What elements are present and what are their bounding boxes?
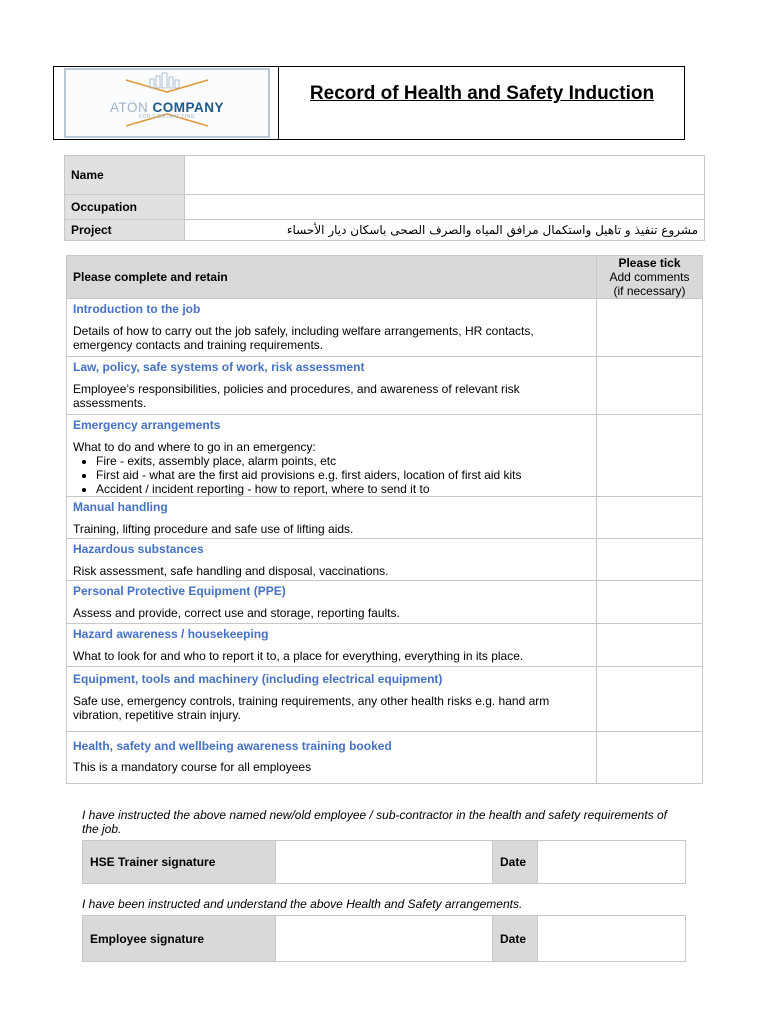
item-description: What to look for and who to report it to, a place for everything, everything in its place. [73,649,524,663]
checklist-item [67,497,597,539]
employee-statement: I have been instructed and understand the above Health and Safety arrangements. [82,897,523,911]
trainer-date-field[interactable] [538,841,686,884]
item-title: Manual handling [73,500,168,514]
page-title: Record of Health and Safety Induction [309,83,655,104]
table-row [67,539,703,581]
item-title: Introduction to the job [73,302,201,316]
item-title: Personal Protective Equipment (PPE) [73,584,286,598]
item-description: Risk assessment, safe handling and disposal, vaccinations. [73,564,389,578]
checklist-item [67,415,597,497]
employee-date-label: Date [493,916,538,962]
trainer-signature-table [82,840,686,884]
checklist-item [67,299,597,357]
employee-signature-field[interactable] [276,916,493,962]
document-header [53,66,685,140]
tick-cell-ppe[interactable] [597,581,703,624]
tick-cell-emergency[interactable] [597,415,703,497]
checklist-item [67,732,597,784]
item-description: Assess and provide, correct use and storage, reporting faults. [73,606,400,620]
tick-column-header: Please tick Add comments (if necessary) [597,256,703,299]
employee-date-field[interactable] [538,916,686,962]
employee-signature-table [82,915,686,962]
table-row [67,581,703,624]
item-description: Details of how to carry out the job safely, including welfare arrangements, HR contacts, emergency contacts and training requirements. [73,324,534,352]
item-title: Equipment, tools and machinery (including electrical equipment) [73,672,443,686]
project-field[interactable]: مشروع تنفيذ و تاهيل واستكمال مرافق المياه والصرف الصحى باسكان ديار الأحساء [185,220,705,241]
trainer-date-label: Date [493,841,538,884]
tick-cell-training-booked[interactable] [597,732,703,784]
table-row [67,667,703,732]
table-row [67,357,703,415]
trainer-signature-label: HSE Trainer signature [83,841,276,884]
table-row [67,624,703,667]
trainer-statement: I have instructed the above named new/old employee / sub-contractor in the health and safety requirements of the job. [82,808,668,836]
employee-info-table [64,155,705,241]
tick-cell-hazardous-substances[interactable] [597,539,703,581]
item-description: Training, lifting procedure and safe use of lifting aids. [73,522,354,536]
name-label: Name [65,156,185,195]
list-item: • Accident / incident reporting - how to report, where to send it to [96,482,590,496]
checklist-item [67,539,597,581]
table-row [67,299,703,357]
checklist-item [67,581,597,624]
table-row [67,415,703,497]
table-row [67,497,703,539]
checklist-header: Please complete and retain [67,256,597,299]
item-title: Emergency arrangements [73,418,221,432]
tick-cell-manual-handling[interactable] [597,497,703,539]
tick-cell-hazard-awareness[interactable] [597,624,703,667]
logo-subtitle: FOR CONTRACTING [138,114,196,120]
list-item: • Fire - exits, assembly place, alarm points, etc [96,454,590,468]
logo-cell [54,67,279,139]
item-title: Hazardous substances [73,542,204,556]
checklist-item [67,667,597,732]
table-row [67,732,703,784]
tick-cell-law-policy[interactable] [597,357,703,415]
employee-signature-label: Employee signature [83,916,276,962]
name-field[interactable] [185,156,705,195]
list-item: • First aid - what are the first aid provisions e.g. first aiders, location of first aid kits [96,468,590,482]
logo-wordmark: ATON COMPANY [109,100,225,115]
trainer-signature-field[interactable] [276,841,493,884]
tick-cell-introduction[interactable] [597,299,703,357]
occupation-field[interactable] [185,195,705,220]
emergency-bullet-list [73,454,590,496]
induction-checklist [66,255,703,784]
item-description: Employee’s responsibilities, policies and procedures, and awareness of relevant risk assessments. [73,382,520,410]
tick-cell-equipment[interactable] [597,667,703,732]
item-title: Law, policy, safe systems of work, risk assessment [73,360,365,374]
item-description: Safe use, emergency controls, training requirements, any other health risks e.g. hand arm vibration, repetitive strain injury. [73,694,550,722]
company-logo [64,68,270,138]
item-description: What to do and where to go in an emergency: [73,440,316,454]
item-title: Health, safety and wellbeing awareness training booked [73,739,392,753]
item-title: Hazard awareness / housekeeping [73,627,269,641]
item-description: This is a mandatory course for all employees [73,760,312,774]
checklist-item [67,357,597,415]
checklist-item [67,624,597,667]
project-label: Project [65,220,185,241]
occupation-label: Occupation [65,195,185,220]
